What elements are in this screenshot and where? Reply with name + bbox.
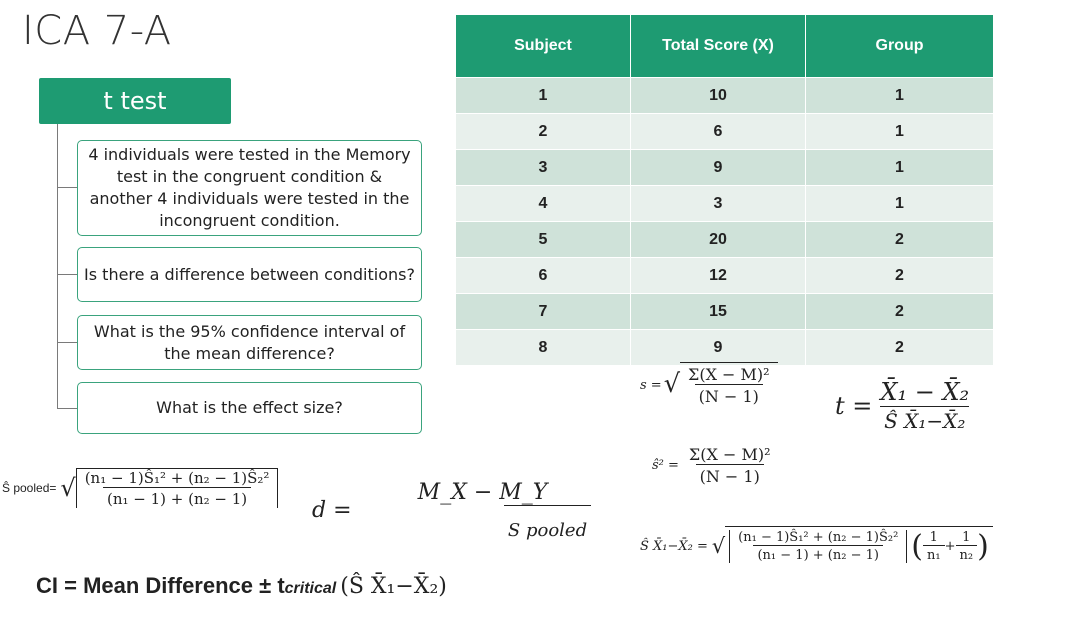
cell-score: 20 — [631, 222, 806, 258]
t-test-heading-box: t test — [39, 78, 231, 124]
cell-group: 1 — [806, 150, 994, 186]
sqrt-symbol-icon: √ — [663, 369, 681, 400]
question-text-4: What is the effect size? — [156, 398, 343, 417]
cell-score: 10 — [631, 78, 806, 114]
se-tail-fraction-2 — [956, 530, 978, 563]
question-text-3: What is the 95% confidence interval of the mean difference? — [93, 321, 406, 363]
se-tail-den-2: n₂ — [956, 545, 978, 563]
s2-numerator: Σ(X − M)² — [688, 445, 771, 464]
ci-subscript: critical — [284, 580, 337, 597]
cell-subject: 3 — [456, 150, 631, 186]
d-label: d = — [312, 498, 352, 523]
tree-branch-3 — [57, 342, 77, 343]
pooled-sd-formula — [2, 468, 278, 508]
ci-tail: (Ŝ X̄₁−X̄₂) — [340, 574, 447, 599]
pooled-sd-radical — [60, 468, 278, 508]
s-denominator: (N − 1) — [695, 384, 763, 406]
table-row — [456, 150, 994, 186]
ci-text: CI = Mean Difference ± t — [36, 573, 285, 598]
tree-branch-2 — [57, 274, 77, 275]
cell-group: 2 — [806, 330, 994, 366]
question-box-4 — [77, 382, 422, 434]
standard-error-formula — [640, 526, 993, 566]
s-radical — [664, 362, 778, 408]
s-label: s = — [640, 377, 662, 393]
se-numerator: (n₁ − 1)Ŝ₁² + (n₂ − 1)Ŝ₂² — [738, 530, 899, 545]
s2-label: ŝ² = — [652, 458, 679, 473]
se-denominator: (n₁ − 1) + (n₂ − 1) — [753, 545, 882, 563]
slide-title: ICA 7-A — [22, 8, 172, 54]
question-text-1: 4 individuals were tested in the Memory test in the congruent condition & another 4 individuals were tested in the incongruent condition. — [88, 145, 411, 230]
pooled-sd-numerator: (n₁ − 1)Ŝ₁² + (n₂ − 1)Ŝ₂² — [84, 469, 270, 487]
se-tail-den-1: n₁ — [923, 545, 945, 563]
cell-group: 2 — [806, 222, 994, 258]
se-plus-sign: + — [944, 539, 956, 554]
t-numerator: X̄₁ − X̄₂ — [880, 378, 970, 406]
se-tail-fraction-1 — [923, 530, 945, 563]
se-fraction — [734, 530, 902, 563]
scores-table — [456, 15, 994, 365]
cell-subject: 8 — [456, 330, 631, 366]
cell-group: 1 — [806, 186, 994, 222]
table-row — [456, 294, 994, 330]
se-radicand — [725, 526, 993, 566]
sample-sd-formula — [640, 362, 778, 408]
cell-group: 2 — [806, 294, 994, 330]
se-label: Ŝ X̄₁−X̄₂ = — [640, 538, 708, 554]
table-row — [456, 222, 994, 258]
tree-branch-1 — [57, 187, 77, 188]
s2-denominator: (N − 1) — [696, 464, 764, 486]
d-fraction — [358, 480, 608, 541]
table-header-row — [456, 15, 994, 78]
cell-score: 12 — [631, 258, 806, 294]
t-statistic-formula — [835, 378, 973, 433]
pooled-sd-denominator: (n₁ − 1) + (n₂ − 1) — [103, 487, 251, 508]
cell-score: 9 — [631, 330, 806, 366]
d-denominator: S pooled — [504, 505, 591, 541]
tree-vertical-line — [57, 124, 58, 408]
se-paren-close: ) — [977, 529, 989, 564]
cell-group: 1 — [806, 78, 994, 114]
s-radicand — [680, 362, 778, 408]
table-row — [456, 78, 994, 114]
variance-formula — [652, 445, 774, 486]
question-box-1 — [77, 140, 422, 236]
confidence-interval-formula — [36, 573, 447, 599]
pooled-sd-fraction — [81, 469, 274, 508]
se-bracket — [729, 530, 907, 563]
t-denominator: Ŝ X̄₁−X̄₂ — [880, 406, 969, 433]
cell-subject: 4 — [456, 186, 631, 222]
t-fraction — [876, 378, 973, 433]
header-subject: Subject — [456, 15, 631, 78]
table-row — [456, 186, 994, 222]
se-paren-open: ( — [911, 529, 924, 564]
cell-subject: 7 — [456, 294, 631, 330]
table-row — [456, 330, 994, 366]
question-box-2 — [77, 247, 422, 302]
se-tail-num-1: 1 — [929, 530, 938, 545]
question-text-2: Is there a difference between conditions? — [84, 264, 415, 284]
pooled-sd-radicand — [76, 468, 279, 508]
cell-subject: 5 — [456, 222, 631, 258]
cell-score: 15 — [631, 294, 806, 330]
s-numerator: Σ(X − M)² — [688, 365, 770, 384]
se-tail-num-2: 1 — [962, 530, 971, 545]
cell-subject: 6 — [456, 258, 631, 294]
table-row — [456, 258, 994, 294]
question-box-3 — [77, 315, 422, 370]
cell-score: 9 — [631, 150, 806, 186]
cohens-d-formula — [312, 480, 608, 541]
se-radical — [712, 526, 993, 566]
s-fraction — [684, 365, 774, 406]
sqrt-symbol-icon: √ — [711, 533, 726, 558]
tree-branch-4 — [57, 408, 77, 409]
d-numerator: M_X − M_Y — [417, 480, 548, 505]
sqrt-symbol-icon: √ — [60, 474, 76, 502]
cell-score: 6 — [631, 114, 806, 150]
cell-group: 2 — [806, 258, 994, 294]
cell-score: 3 — [631, 186, 806, 222]
header-group: Group — [806, 15, 994, 78]
cell-subject: 2 — [456, 114, 631, 150]
s2-fraction — [685, 445, 775, 486]
table-row — [456, 114, 994, 150]
t-label: t = — [835, 391, 873, 420]
header-total-score: Total Score (X) — [631, 15, 806, 78]
pooled-sd-label: Ŝ pooled= — [2, 481, 57, 495]
cell-group: 1 — [806, 114, 994, 150]
cell-subject: 1 — [456, 78, 631, 114]
